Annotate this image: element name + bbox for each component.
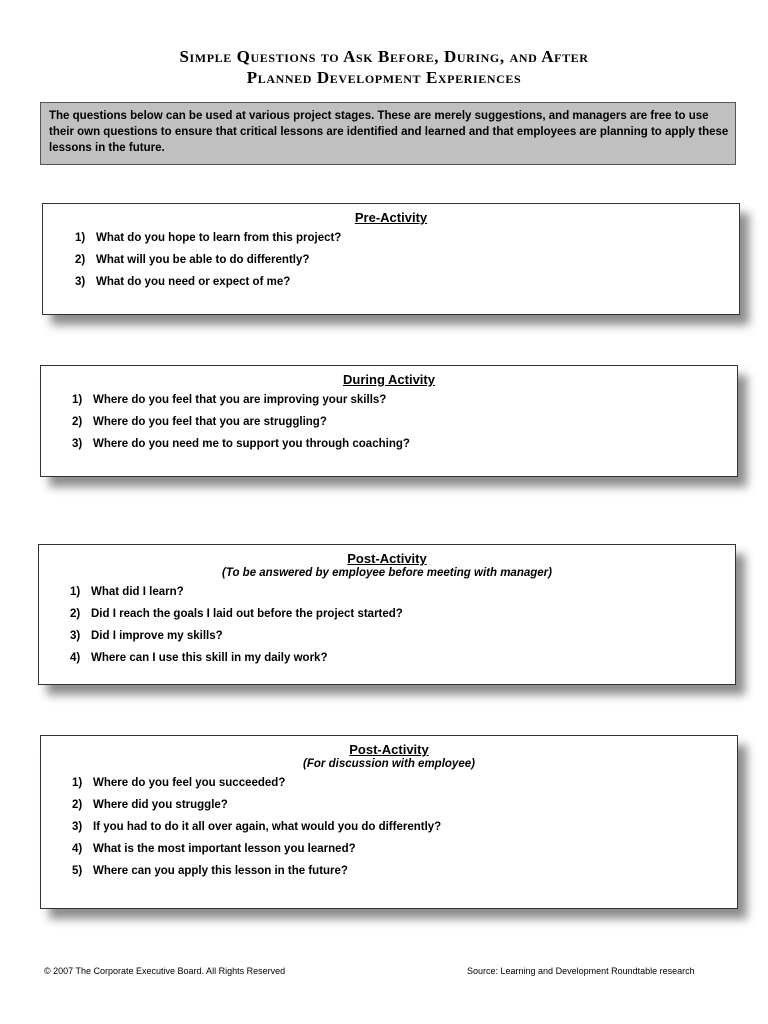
copyright-notice: © 2007 The Corporate Executive Board. All Rights Reserved	[44, 966, 286, 976]
question-item	[75, 275, 739, 290]
post-activity-discussion-box	[40, 735, 738, 909]
question-number: 1)	[72, 777, 83, 789]
during-activity-box	[40, 365, 738, 477]
question-item	[70, 585, 735, 600]
question-item	[72, 842, 737, 857]
question-text: Did I reach the goals I laid out before the project started?	[91, 608, 403, 620]
section-heading: During Activity	[343, 372, 435, 387]
question-item	[72, 437, 737, 452]
title-line-1: Simple Questions to Ask Before, During, and After	[179, 47, 589, 66]
pre-activity-box	[42, 203, 740, 315]
question-item	[70, 607, 735, 622]
question-number: 5)	[72, 865, 83, 877]
source-note: Source: Learning and Development Roundtable research	[467, 966, 695, 976]
question-list	[72, 776, 737, 879]
question-text: Where did you struggle?	[93, 799, 228, 811]
question-item	[72, 798, 737, 813]
question-item	[75, 231, 739, 246]
question-text: Where do you feel that you are struggling?	[93, 416, 327, 428]
question-number: 1)	[72, 394, 83, 406]
question-list	[72, 393, 737, 452]
question-text: What will you be able to do differently?	[96, 254, 310, 266]
question-number: 2)	[72, 799, 83, 811]
question-number: 3)	[72, 438, 83, 450]
question-number: 4)	[72, 843, 83, 855]
section-heading: Post-Activity	[347, 551, 427, 566]
question-text: Did I improve my skills?	[91, 630, 223, 642]
question-list	[70, 585, 735, 666]
document-title	[0, 46, 768, 88]
title-line-2: Planned Development Experiences	[246, 68, 522, 87]
question-item	[72, 820, 737, 835]
question-number: 3)	[70, 630, 81, 642]
section-subheading: (For discussion with employee)	[303, 758, 475, 770]
question-number: 2)	[70, 608, 81, 620]
question-item	[72, 864, 737, 879]
question-list	[75, 231, 739, 290]
question-item	[70, 651, 735, 666]
section-heading: Pre-Activity	[354, 210, 428, 225]
question-text: Where can you apply this lesson in the future?	[93, 865, 348, 877]
question-text: If you had to do it all over again, what would you do differently?	[93, 821, 442, 833]
question-item	[75, 253, 739, 268]
question-item	[72, 393, 737, 408]
question-number: 2)	[72, 416, 83, 428]
question-text: Where do you feel you succeeded?	[93, 777, 286, 789]
question-text: Where can I use this skill in my daily work?	[91, 652, 328, 664]
question-number: 1)	[70, 586, 81, 598]
question-text: What do you need or expect of me?	[96, 276, 291, 288]
question-number: 3)	[75, 276, 86, 288]
question-text: What do you hope to learn from this project?	[96, 232, 342, 244]
intro-box: The questions below can be used at various project stages. These are merely suggestions, and managers are free to use their own questions to ensure that critical lessons are identified and learned and that employees are planning to apply these lessons in the future.	[40, 102, 736, 165]
question-number: 1)	[75, 232, 86, 244]
section-heading: Post-Activity	[349, 742, 429, 757]
question-text: Where do you need me to support you through coaching?	[93, 438, 410, 450]
question-text: Where do you feel that you are improving your skills?	[93, 394, 387, 406]
question-item	[72, 415, 737, 430]
question-number: 4)	[70, 652, 81, 664]
question-item	[72, 776, 737, 791]
question-number: 2)	[75, 254, 86, 266]
post-activity-employee-box	[38, 544, 736, 685]
question-number: 3)	[72, 821, 83, 833]
question-text: What is the most important lesson you learned?	[93, 843, 356, 855]
question-item	[70, 629, 735, 644]
section-subheading: (To be answered by employee before meeting with manager)	[222, 567, 552, 579]
question-text: What did I learn?	[91, 586, 184, 598]
